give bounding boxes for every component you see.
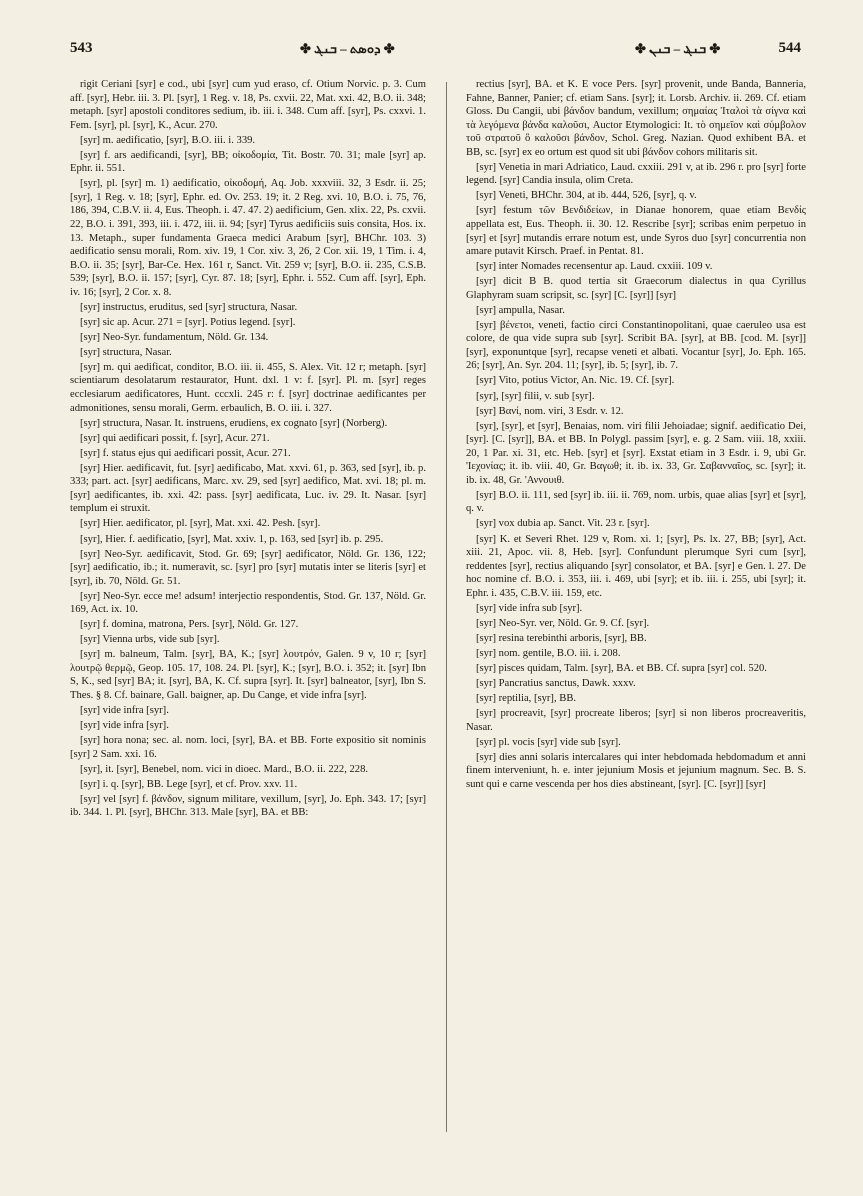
dictionary-entry: [syr] pl. vocis [syr] vide sub [syr]. (476, 736, 621, 748)
dictionary-entry: [syr] procreavit, [syr] procreate liberos; [syr] si non liberos procreaveritis, Nasar. (466, 708, 806, 733)
dictionary-entry: [syr], Hier. f. aedificatio, [syr], Mat. xxiv. 1, p. 163, sed [syr] ib. p. 295. (80, 533, 384, 545)
dictionary-entry: [syr], [syr] filii, v. sub [syr]. (476, 390, 595, 402)
dictionary-entry: [syr] Neo-Syr. fundamentum, Nöld. Gr. 134. (80, 331, 269, 343)
dictionary-entry: [syr] vide infra [syr]. (80, 720, 169, 732)
dictionary-entry: [syr] inter Nomades recensentur ap. Laud. cxxiii. 109 v. (476, 261, 713, 273)
dictionary-entry: [syr] festum τῶν Βενδιδείων, in Dianae honorem, quae etiam Βενδίς appellata est, Eus. Theoph. ii. 30. 12. Rescribe [syr]; scribas enim perpetuo in [syr] et [syr] mutandis errare notum est, unde Syros duo [syr] concurrentia non amare putavit Kirsch. Praef. in Pentat. 81. (466, 205, 806, 258)
dictionary-entry: [syr] Hier. aedificavit, fut. [syr] aedificabo, Mat. xxvi. 61, p. 363, sed [syr], ib. p. 333; part. act. [syr] aedificans, Marc. xv. 29, sed [syr] aedifico, Mat. xvi. 18; pl. m. [syr] aedificantes, ib. xxi. 42: pass. [syr] aedificata, Luc. iv. 29. It. Nasar. [syr] templum ei struxit. (70, 462, 426, 515)
page-number-left: 543 (70, 40, 93, 56)
dictionary-entry: [syr] qui aedificari possit, f. [syr], Acur. 271. (80, 432, 270, 444)
dictionary-entry: rigit Ceriani [syr] e cod., ubi [syr] cum yud eraso, cf. Otium Norvic. p. 3. Cum aff. [syr], Hebr. iii. 3. Pl. [syr], 1 Reg. v. 18, Ps. cxvii. 22, Mat. xxi. 42, B.O. ii. 348; metaph. [syr] apostoli conditores sedium, ib. iii. i. 348. Cum aff. [syr], Ps. cxxvi. 1. Fem. [syr], pl. [syr], K., Acur. 270. (70, 79, 426, 131)
dictionary-entry: [syr] βένετοι, veneti, factio circi Constantinopolitani, quae caeruleo usa est colore, de qua vide supra sub [syr]. Scribit BA. [syr], at BB. [cod. M. [syr]] [syr], exponuntque [syr], recapse veneti et albati. Vocantur [syr], Jo. Eph. 165. 26; [syr], An. Syr. 204. 11; [syr], ib. 5; [syr], ib. 7. (466, 319, 806, 372)
running-head-right: ✤ ܒܢܔ – ܒܢܢ ✤ (635, 41, 721, 56)
page-header (70, 38, 801, 64)
dictionary-entry: [syr] structura, Nasar. It. instruens, erudiens, ex cognato [syr] (Norberg). (80, 417, 388, 429)
dictionary-entry: [syr] Venetia in mari Adriatico, Laud. cxxiii. 291 v, at ib. 296 r. pro [syr] forte legend. [syr] Candia insula, olim Creta. (466, 161, 806, 187)
dictionary-entry: [syr] nom. gentile, B.O. iii. i. 208. (476, 647, 621, 659)
dictionary-entry: [syr] m. aedificatio, [syr], B.O. iii. i. 339. (80, 134, 256, 146)
dictionary-entry: [syr] Pancratius sanctus, Dawk. xxxv. (476, 677, 636, 689)
column-divider (446, 82, 447, 1132)
dictionary-entry: [syr] Hier. aedificator, pl. [syr], Mat. xxi. 42. Pesh. [syr]. (80, 518, 321, 530)
page-number-right: 544 (778, 40, 801, 56)
running-head-left: ✤ ܕܘܤܬ – ܒܢܔ ✤ (300, 41, 395, 56)
dictionary-entry: [syr] m. balneum, Talm. [syr], BA, K.; [syr] λουτρόν, Galen. 9 v, 10 r; [syr] λουτρῷ θερμῷ, Geop. 105. 17, 108. 24. Pl. [syr], K.; [syr], B.O. i. 352; it. [syr] Ibn S, K., sed [syr] BA; it. [syr], BA, K. Cf. supra [syr]. It. [syr] balneator, [syr], Ibn S. Thes. § 8. Cf. bainare, Gall. baigner, ap. Du Cange, et vide infra [syr]. (70, 649, 426, 702)
dictionary-entry: [syr] vel [syr] f. βάνδον, signum militare, vexillum, [syr], Jo. Eph. 343. 17; [syr] ib. 344. 1. Pl. [syr], BHChr. 313. Male [syr], BA. et BB: (70, 793, 426, 819)
dictionary-entry: [syr], [syr], et [syr], Benaias, nom. viri filii Jehoiadae; signif. aedificatio Dei, [syr]. [C. [syr]], BA. et BB. In Polygl. passim [syr], e. g. 2 Sam. viii. 18, xxiii. 20, 1 Par. xi. 31, etc. Heb. [syr] et [syr]. Exstat etiam in 3 Esdr. i. 9, ubi Gr. 'Ιεχονίας; it. ib. viii. 40, Gr. Βαγωθ; it. ib. ix. 33, Gr. Σαβανναῖος, sc. [syr]; it. ib. ix. 48, Gr. 'Αννουιθ. (466, 420, 806, 486)
dictionary-entry: rectius [syr], BA. et K. E voce Pers. [syr] provenit, unde Banda, Banneria, Fahne, Banner, Panier; cf. etiam Sans. [syr]; it. Lorsb. Archiv. ii. 269. Cf. etiam Gloss. Du Cangii, ubi βάνδον bandum, vexillum; σημαίας Ἰταλοὶ τὰ σίγνα καὶ τὰ λεγόμενα βάνδα καλοῦσι, Auctor Etymologici: It. τὸ σημεῖον καὶ σύμβολον τοῦ στρατοῦ ὃ καλοῦσι βάνδον, Schol. Greg. Nazian. Quod exhibent BA. et BB, sc. [syr] ex eo ortum est quod sit ubi βάνδον cohors militaris sit. (466, 79, 806, 158)
dictionary-entry: [syr] Neo-Syr. ver, Nöld. Gr. 9. Cf. [syr]. (476, 617, 650, 629)
dictionary-entry: [syr] B.O. ii. 111, sed [syr] ib. iii. ii. 769, nom. urbis, quae alias [syr] et [syr], q. v. (466, 489, 806, 515)
dictionary-entry: [syr] Vito, potius Victor, An. Nic. 19. Cf. [syr]. (476, 375, 675, 387)
dictionary-entry: [syr] sic ap. Acur. 271 = [syr]. Potius legend. [syr]. (80, 316, 296, 328)
dictionary-entry: [syr] f. ars aedificandi, [syr], BB; οἰκοδομία, Tit. Bostr. 70. 31; male [syr] ap. Ephr. ii. 551. (70, 149, 426, 175)
dictionary-entry: [syr] instructus, eruditus, sed [syr] structura, Nasar. (80, 301, 298, 313)
dictionary-entry: [syr] dicit B B. quod tertia sit Graecorum dialectus in qua Cyrillus Glaphyram suam scripsit, sc. [syr] [C. [syr]] [syr] (466, 276, 806, 301)
dictionary-entry: [syr] f. status ejus qui aedificari possit, Acur. 271. (80, 447, 291, 459)
dictionary-entry: [syr] vide infra sub [syr]. (476, 602, 583, 614)
right-column (466, 78, 806, 1138)
dictionary-entry: [syr] ampulla, Nasar. (476, 304, 565, 316)
dictionary-entry: [syr] vox dubia ap. Sanct. Vit. 23 r. [syr]. (476, 518, 650, 530)
dictionary-entry: [syr] m. qui aedificat, conditor, B.O. iii. ii. 455, S. Alex. Vit. 12 r; metaph. [syr] scientiarum desolatarum restaurator, Hunt. dxl. 1 v: f. [syr]. Pl. m. [syr] reges ecclesiarum aedificatores, Hunt. cccxli. 245 r: f. [syr] doctrinae aedificantes per admonitiones, sensu morali, Germ. erbaulich, B. O. iii. i. 327. (70, 361, 426, 414)
dictionary-entry: [syr] i. q. [syr], BB. Lege [syr], et cf. Prov. xxv. 11. (80, 778, 298, 790)
dictionary-entry: [syr] resina terebinthi arboris, [syr], BB. (476, 632, 647, 644)
left-column (70, 78, 426, 1138)
dictionary-entry: [syr] reptilia, [syr], BB. (476, 693, 577, 705)
dictionary-entry: [syr] K. et Severi Rhet. 129 v, Rom. xi. 1; [syr], Ps. lx. 27, BB; [syr], Act. xiii. 21, Apoc. vii. 8, Heb. [syr]. Confundunt plerumque Syri cum [syr], reddentes [syr], rectius aliquando [syr] consolator, et BA. [syr] e Gen. l. 27. De hoc nomine cf. B.O. i. 353, iii. i. 469, ubi [syr]; et ib. iii. i. 255, ubi [syr]; it. Ephr. i. 435, C.B.V. iii. 159, etc. (466, 533, 806, 599)
dictionary-entry: [syr] dies anni solaris intercalares qui inter hebdomada hebdomadum et anni finem interveniunt, h. e. inter jejunium Mosis et jejunium magnum. Sec. B. S. sunt qui e carne vescenda per hos dies abstineant, [syr]. [C. [syr]] [syr] (466, 751, 806, 790)
dictionary-entry: [syr] f. domina, matrona, Pers. [syr], Nöld. Gr. 127. (80, 619, 299, 631)
dictionary-entry: [syr], pl. [syr] m. 1) aedificatio, οἰκοδομή, Aq. Job. xxxviii. 32, 3 Esdr. ii. 25; [syr], 1 Reg. v. 18; [syr], Ephr. ed. Ov. 253. 19; it. 2 Reg. xvi. 10, B.O. i. 75, 76, 186, 394, C.B.V. ii. 4, Eus. Theoph. i. 47. 47. 2) aedificium, Gen. xlix. 22, Ps. cxvii. 22, B.O. i. 391, 393, iii. i. 472, iii. ii. 94; [syr] Tyrus aedificiis suis consita, Hos. ix. 13. Metaph., super fundamenta Graeca medici Arabum [syr], BHChr. 103. 3) aedificatio sensu morali, Rom. xiv. 19, 1 Cor. xiv. 3, 26, 2 Cor. xii. 19, 1 Tim. i. 4, B.O. ii. 35; [syr], Bar-Ce. Hex. 161 r, Sanct. Vit. 259 v; [syr], B.O. ii. 235, C.S.B. 539; [syr], B.O. ii. 157; [syr], Cyr. 87. 18; [syr], Ephr. i. 552. Cum aff. [syr], Eph. iv. 16; [syr], 2 Cor. x. 8. (70, 178, 426, 298)
dictionary-entry: [syr] hora nona; sec. al. nom. loci, [syr], BA. et BB. Forte expositio sit nominis [syr] 2 Sam. xxi. 16. (70, 735, 426, 760)
dictionary-entry: [syr] Neo-Syr. ecce me! adsum! interjectio respondentis, Stod. Gr. 137, Nöld. Gr. 169, Act. ix. 10. (70, 590, 426, 616)
dictionary-entry: [syr] Veneti, BHChr. 304, at ib. 444, 526, [syr], q. v. (476, 190, 697, 202)
dictionary-entry: [syr] pisces quidam, Talm. [syr], BA. et BB. Cf. supra [syr] col. 520. (476, 662, 767, 674)
dictionary-entry: [syr] Vienna urbs, vide sub [syr]. (80, 634, 220, 646)
dictionary-entry: [syr] Neo-Syr. aedificavit, Stod. Gr. 69; [syr] aedificator, Nöld. Gr. 136, 122; [syr] aedificatio, ib.; it. numeravit, sc. [syr] pro [syr] mutatis inter se literis [syr] et [syr], ib. 70, Nöld. Gr. 51. (70, 548, 426, 587)
dictionary-entry: [syr] Βανί, nom. viri, 3 Esdr. v. 12. (476, 405, 624, 417)
dictionary-entry: [syr] structura, Nasar. (80, 346, 172, 358)
dictionary-entry: [syr], it. [syr], Benebel, nom. vici in dioec. Mard., B.O. ii. 222, 228. (80, 763, 369, 775)
dictionary-entry: [syr] vide infra [syr]. (80, 705, 169, 717)
